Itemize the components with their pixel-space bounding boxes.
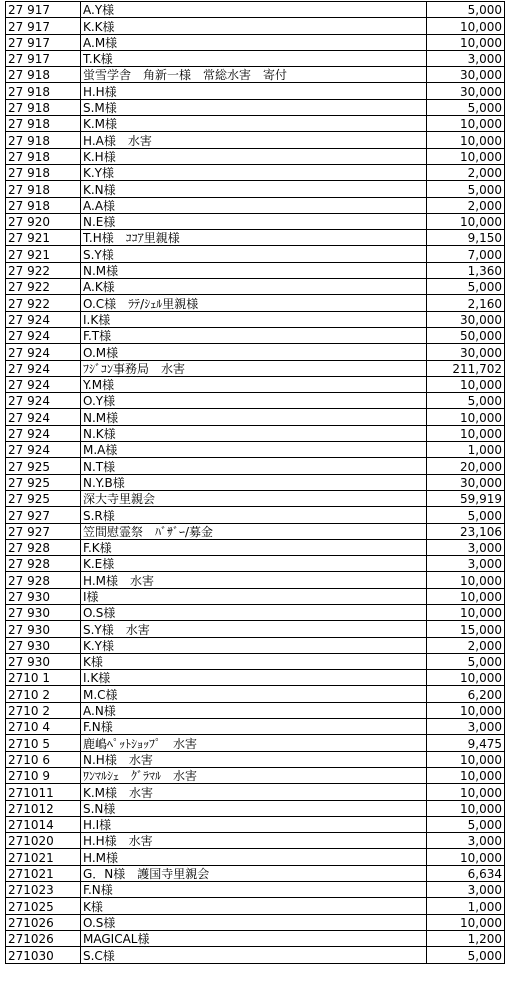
- amount-cell: 9,150: [427, 230, 505, 246]
- date-cell: 27 918: [6, 181, 81, 197]
- amount-cell: 50,000: [427, 327, 505, 343]
- donor-cell: F.N様: [81, 719, 427, 735]
- amount-cell: 10,000: [427, 148, 505, 164]
- amount-cell: 1,200: [427, 930, 505, 946]
- amount-cell: 3,000: [427, 539, 505, 555]
- date-cell: 27 925: [6, 474, 81, 490]
- donor-cell: K.M様 水害: [81, 784, 427, 800]
- date-cell: 27 930: [6, 653, 81, 669]
- date-cell: 27 917: [6, 34, 81, 50]
- table-row: [6, 833, 505, 849]
- donor-cell: H.M様: [81, 849, 427, 865]
- date-cell: 27 922: [6, 262, 81, 278]
- date-cell: 2710 2: [6, 702, 81, 718]
- amount-cell: 5,000: [427, 507, 505, 523]
- table-row: [6, 930, 505, 946]
- ledger-body: [6, 2, 505, 964]
- table-row: [6, 230, 505, 246]
- donor-cell: ﾌｼﾞｺﾝ事務局 水害: [81, 360, 427, 376]
- date-cell: 2710 5: [6, 735, 81, 751]
- amount-cell: 10,000: [427, 670, 505, 686]
- amount-cell: 15,000: [427, 621, 505, 637]
- donor-cell: A.A様: [81, 197, 427, 213]
- amount-cell: 10,000: [427, 702, 505, 718]
- table-row: [6, 490, 505, 506]
- date-cell: 2710 9: [6, 767, 81, 783]
- donor-cell: I様: [81, 588, 427, 604]
- date-cell: 271011: [6, 784, 81, 800]
- donor-cell: I.K様: [81, 311, 427, 327]
- table-row: [6, 816, 505, 832]
- table-row: [6, 719, 505, 735]
- date-cell: 27 922: [6, 295, 81, 311]
- date-cell: 27 924: [6, 442, 81, 458]
- table-row: [6, 181, 505, 197]
- donor-cell: K.Y様: [81, 637, 427, 653]
- amount-cell: 3,000: [427, 719, 505, 735]
- amount-cell: 1,360: [427, 262, 505, 278]
- amount-cell: 30,000: [427, 83, 505, 99]
- donor-cell: O.C様 ﾗﾃ/ｼｪﾙ里親様: [81, 295, 427, 311]
- table-row: [6, 295, 505, 311]
- amount-cell: 2,000: [427, 197, 505, 213]
- amount-cell: 5,000: [427, 947, 505, 963]
- table-row: [6, 751, 505, 767]
- date-cell: 27 918: [6, 67, 81, 83]
- date-cell: 27 918: [6, 116, 81, 132]
- amount-cell: 10,000: [427, 588, 505, 604]
- amount-cell: 10,000: [427, 784, 505, 800]
- donor-cell: S.N様: [81, 800, 427, 816]
- table-row: [6, 686, 505, 702]
- date-cell: 27 930: [6, 604, 81, 620]
- table-row: [6, 784, 505, 800]
- table-row: [6, 442, 505, 458]
- donor-cell: H.I様: [81, 816, 427, 832]
- date-cell: 27 917: [6, 50, 81, 66]
- donor-cell: H.M様 水害: [81, 572, 427, 588]
- table-row: [6, 376, 505, 392]
- amount-cell: 3,000: [427, 882, 505, 898]
- amount-cell: 10,000: [427, 572, 505, 588]
- table-row: [6, 50, 505, 66]
- table-row: [6, 344, 505, 360]
- date-cell: 27 928: [6, 572, 81, 588]
- donor-cell: T.K様: [81, 50, 427, 66]
- donor-cell: N.T様: [81, 458, 427, 474]
- amount-cell: 1,000: [427, 442, 505, 458]
- date-cell: 27 925: [6, 490, 81, 506]
- table-row: [6, 246, 505, 262]
- table-row: [6, 116, 505, 132]
- amount-cell: 7,000: [427, 246, 505, 262]
- amount-cell: 3,000: [427, 556, 505, 572]
- date-cell: 271026: [6, 914, 81, 930]
- donor-cell: O.S様: [81, 914, 427, 930]
- table-row: [6, 474, 505, 490]
- donor-cell: K.N様: [81, 181, 427, 197]
- donor-cell: Y.M様: [81, 376, 427, 392]
- table-row: [6, 67, 505, 83]
- amount-cell: 6,634: [427, 865, 505, 881]
- table-row: [6, 262, 505, 278]
- donor-cell: T.H様 ｺｺｱ里親様: [81, 230, 427, 246]
- date-cell: 27 922: [6, 279, 81, 295]
- amount-cell: 10,000: [427, 849, 505, 865]
- date-cell: 2710 4: [6, 719, 81, 735]
- amount-cell: 10,000: [427, 116, 505, 132]
- table-row: [6, 670, 505, 686]
- date-cell: 27 924: [6, 311, 81, 327]
- date-cell: 27 924: [6, 327, 81, 343]
- date-cell: 27 924: [6, 425, 81, 441]
- amount-cell: 10,000: [427, 213, 505, 229]
- table-row: [6, 197, 505, 213]
- date-cell: 27 918: [6, 148, 81, 164]
- donor-cell: A.N様: [81, 702, 427, 718]
- donor-cell: 蛍雪学舎 角新一様 常総水害 寄付: [81, 67, 427, 83]
- date-cell: 271026: [6, 930, 81, 946]
- date-cell: 27 918: [6, 197, 81, 213]
- amount-cell: 10,000: [427, 18, 505, 34]
- donor-cell: A.Y様: [81, 2, 427, 18]
- date-cell: 2710 2: [6, 686, 81, 702]
- donor-cell: 笠間慰霊祭 ﾊﾞｻﾞｰ/募金: [81, 523, 427, 539]
- date-cell: 271012: [6, 800, 81, 816]
- table-row: [6, 914, 505, 930]
- date-cell: 271020: [6, 833, 81, 849]
- table-row: [6, 311, 505, 327]
- amount-cell: 1,000: [427, 898, 505, 914]
- date-cell: 27 930: [6, 588, 81, 604]
- donor-cell: N.Y.B様: [81, 474, 427, 490]
- amount-cell: 5,000: [427, 181, 505, 197]
- amount-cell: 3,000: [427, 50, 505, 66]
- amount-cell: 5,000: [427, 393, 505, 409]
- amount-cell: 2,000: [427, 164, 505, 180]
- table-row: [6, 882, 505, 898]
- donor-cell: K様: [81, 898, 427, 914]
- amount-cell: 59,919: [427, 490, 505, 506]
- table-row: [6, 360, 505, 376]
- table-row: [6, 653, 505, 669]
- amount-cell: 10,000: [427, 34, 505, 50]
- donor-cell: H.H様 水害: [81, 833, 427, 849]
- donor-cell: S.C様: [81, 947, 427, 963]
- donor-cell: N.E様: [81, 213, 427, 229]
- donor-cell: S.Y様: [81, 246, 427, 262]
- donor-cell: H.H様: [81, 83, 427, 99]
- donor-cell: M.A様: [81, 442, 427, 458]
- date-cell: 27 917: [6, 18, 81, 34]
- donor-cell: K.M様: [81, 116, 427, 132]
- table-row: [6, 132, 505, 148]
- date-cell: 27 928: [6, 539, 81, 555]
- table-row: [6, 800, 505, 816]
- amount-cell: 10,000: [427, 132, 505, 148]
- date-cell: 2710 1: [6, 670, 81, 686]
- donor-cell: K.E様: [81, 556, 427, 572]
- donor-cell: H.A様 水害: [81, 132, 427, 148]
- donor-cell: 深大寺里親会: [81, 490, 427, 506]
- amount-cell: 2,000: [427, 637, 505, 653]
- date-cell: 27 924: [6, 393, 81, 409]
- donor-cell: O.M様: [81, 344, 427, 360]
- donor-cell: F.T様: [81, 327, 427, 343]
- date-cell: 27 924: [6, 360, 81, 376]
- donor-cell: K.Y様: [81, 164, 427, 180]
- table-row: [6, 556, 505, 572]
- amount-cell: 5,000: [427, 653, 505, 669]
- amount-cell: 5,000: [427, 2, 505, 18]
- amount-cell: 5,000: [427, 816, 505, 832]
- amount-cell: 211,702: [427, 360, 505, 376]
- date-cell: 27 930: [6, 637, 81, 653]
- donor-cell: O.S様: [81, 604, 427, 620]
- donor-cell: A.K様: [81, 279, 427, 295]
- table-row: [6, 34, 505, 50]
- date-cell: 27 924: [6, 344, 81, 360]
- table-row: [6, 18, 505, 34]
- donor-cell: K様: [81, 653, 427, 669]
- table-row: [6, 702, 505, 718]
- date-cell: 271021: [6, 865, 81, 881]
- amount-cell: 30,000: [427, 474, 505, 490]
- table-row: [6, 588, 505, 604]
- donor-cell: I.K様: [81, 670, 427, 686]
- date-cell: 27 924: [6, 376, 81, 392]
- amount-cell: 30,000: [427, 67, 505, 83]
- date-cell: 271030: [6, 947, 81, 963]
- donor-cell: 鹿嶋ﾍﾟｯﾄｼｮｯﾌﾟ 水害: [81, 735, 427, 751]
- date-cell: 2710 6: [6, 751, 81, 767]
- donor-cell: ﾜﾝﾏﾙｼｪ ｸﾞﾗﾏﾙ 水害: [81, 767, 427, 783]
- table-row: [6, 83, 505, 99]
- table-row: [6, 99, 505, 115]
- date-cell: 271023: [6, 882, 81, 898]
- date-cell: 27 924: [6, 409, 81, 425]
- amount-cell: 10,000: [427, 767, 505, 783]
- table-row: [6, 621, 505, 637]
- date-cell: 27 920: [6, 213, 81, 229]
- table-row: [6, 458, 505, 474]
- amount-cell: 2,160: [427, 295, 505, 311]
- amount-cell: 10,000: [427, 376, 505, 392]
- amount-cell: 30,000: [427, 344, 505, 360]
- donor-cell: G．N様 護国寺里親会: [81, 865, 427, 881]
- date-cell: 27 928: [6, 556, 81, 572]
- donor-cell: MAGICAL様: [81, 930, 427, 946]
- table-row: [6, 148, 505, 164]
- donor-cell: K.K様: [81, 18, 427, 34]
- table-row: [6, 572, 505, 588]
- date-cell: 27 918: [6, 164, 81, 180]
- table-row: [6, 767, 505, 783]
- date-cell: 27 918: [6, 99, 81, 115]
- table-row: [6, 507, 505, 523]
- table-row: [6, 213, 505, 229]
- amount-cell: 5,000: [427, 99, 505, 115]
- table-row: [6, 2, 505, 18]
- table-row: [6, 604, 505, 620]
- donor-cell: F.K様: [81, 539, 427, 555]
- amount-cell: 10,000: [427, 914, 505, 930]
- table-row: [6, 735, 505, 751]
- date-cell: 27 925: [6, 458, 81, 474]
- table-row: [6, 947, 505, 963]
- date-cell: 271025: [6, 898, 81, 914]
- donor-cell: F.N様: [81, 882, 427, 898]
- date-cell: 27 918: [6, 83, 81, 99]
- table-row: [6, 164, 505, 180]
- donor-cell: K.H様: [81, 148, 427, 164]
- amount-cell: 3,000: [427, 833, 505, 849]
- amount-cell: 23,106: [427, 523, 505, 539]
- table-row: [6, 279, 505, 295]
- amount-cell: 10,000: [427, 604, 505, 620]
- donor-cell: O.Y様: [81, 393, 427, 409]
- amount-cell: 10,000: [427, 425, 505, 441]
- table-row: [6, 523, 505, 539]
- date-cell: 27 918: [6, 132, 81, 148]
- donation-ledger-table: [5, 1, 505, 964]
- donor-cell: S.Y様 水害: [81, 621, 427, 637]
- table-row: [6, 327, 505, 343]
- date-cell: 27 921: [6, 230, 81, 246]
- amount-cell: 20,000: [427, 458, 505, 474]
- table-row: [6, 425, 505, 441]
- amount-cell: 10,000: [427, 409, 505, 425]
- donor-cell: M.C様: [81, 686, 427, 702]
- donor-cell: S.M様: [81, 99, 427, 115]
- table-row: [6, 865, 505, 881]
- date-cell: 271021: [6, 849, 81, 865]
- donor-cell: A.M様: [81, 34, 427, 50]
- table-row: [6, 539, 505, 555]
- donor-cell: S.R様: [81, 507, 427, 523]
- table-row: [6, 898, 505, 914]
- date-cell: 27 927: [6, 507, 81, 523]
- donor-cell: N.K様: [81, 425, 427, 441]
- date-cell: 271014: [6, 816, 81, 832]
- amount-cell: 5,000: [427, 279, 505, 295]
- donor-cell: N.M様: [81, 262, 427, 278]
- amount-cell: 6,200: [427, 686, 505, 702]
- amount-cell: 10,000: [427, 751, 505, 767]
- date-cell: 27 917: [6, 2, 81, 18]
- table-row: [6, 409, 505, 425]
- table-row: [6, 393, 505, 409]
- amount-cell: 30,000: [427, 311, 505, 327]
- donor-cell: N.H様 水害: [81, 751, 427, 767]
- donor-cell: N.M様: [81, 409, 427, 425]
- amount-cell: 10,000: [427, 800, 505, 816]
- amount-cell: 9,475: [427, 735, 505, 751]
- table-row: [6, 637, 505, 653]
- date-cell: 27 921: [6, 246, 81, 262]
- table-row: [6, 849, 505, 865]
- date-cell: 27 927: [6, 523, 81, 539]
- date-cell: 27 930: [6, 621, 81, 637]
